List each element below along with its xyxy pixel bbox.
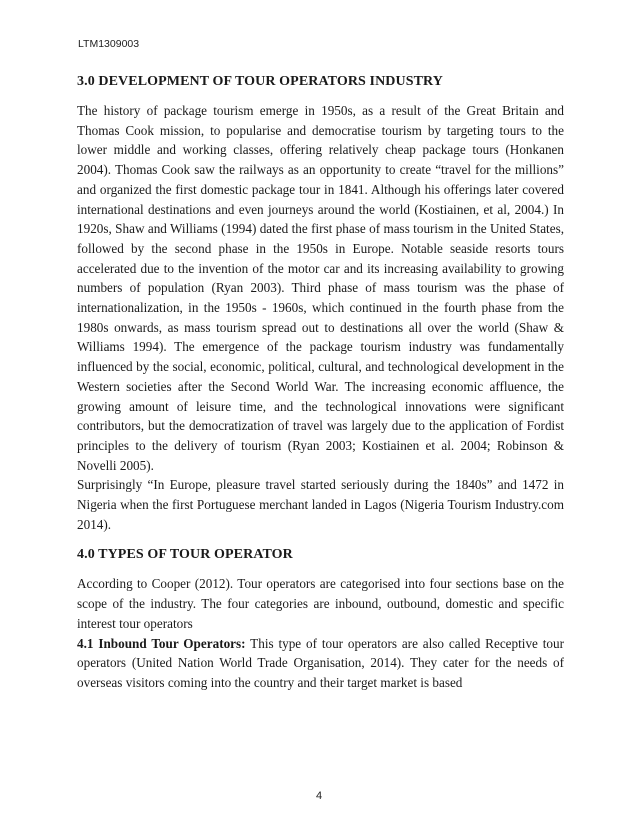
page-content xyxy=(77,72,564,693)
section-4-paragraph-1: According to Cooper (2012). Tour operators are categorised into four sections base on the scope of the industry. The four categories are inbound, outbound, domestic and specific interest tour operators xyxy=(77,576,564,631)
page-number: 4 xyxy=(315,790,323,802)
section-4-heading: 4.0 TYPES OF TOUR OPERATOR xyxy=(77,547,293,563)
section-4-1-text: This type of tour operators are also called Receptive tour operators (United Nation World Trade Organisation, 2014). They cater for the needs of overseas visitors coming into the country and their target market is based xyxy=(77,635,564,690)
section-4-1-label: 4.1 Inbound Tour Operators: xyxy=(77,635,246,651)
section-4-1-paragraph xyxy=(77,634,564,693)
section-3-paragraph-2: Surprisingly “In Europe, pleasure travel started seriously during the 1840s” and 1472 in Nigeria when the first Portuguese merchant landed in Lagos (Nigeria Tourism Industry.com 2014). xyxy=(77,477,564,532)
section-3-heading: 3.0 DEVELOPMENT OF TOUR OPERATORS INDUSTRY xyxy=(77,74,443,89)
section-3-paragraph-1: The history of package tourism emerge in 1950s, as a result of the Great Britain and Thomas Cook mission, to popularise and democratise tourism by targeting tours to the lower middle and working classes, offering relatively cheap package tours (Honkanen 2004). Thomas Cook saw the railways as an opportunity to create “travel for the millions” and organized the first domestic package tour in 1841. Although his offerings later covered international destinations and even journeys around the world (Kostiainen, et al, 2004.) In 1920s, Shaw and Williams (1994) dated the first phase of mass tourism in the United States, followed by the second phase in the 1950s in Europe. Notable seaside resorts tours accelerated due to the invention of the motor car and its increasing availability to growing numbers of population (Ryan 2003). Third phase of mass tourism was the phase of internationalization, in the 1950s - 1960s, which continued in the fourth phase from the 1980s onwards, as mass tourism spread out to destinations all over the world (Shaw & Williams 1994). The emergence of the package tourism industry was fundamentally influenced by the social, economic, political, cultural, and technological development in the Western societies after the Second World War. The increasing economic affluence, the growing amount of leisure time, and the technological innovations were significant contributors, but the democratization of travel was largely due to the application of Fordist principles to the delivery of tourism (Ryan 2003; Kostiainen et al. 2004; Robinson & Novelli 2005). xyxy=(77,103,564,473)
document-id: LTM1309003 xyxy=(78,38,140,50)
